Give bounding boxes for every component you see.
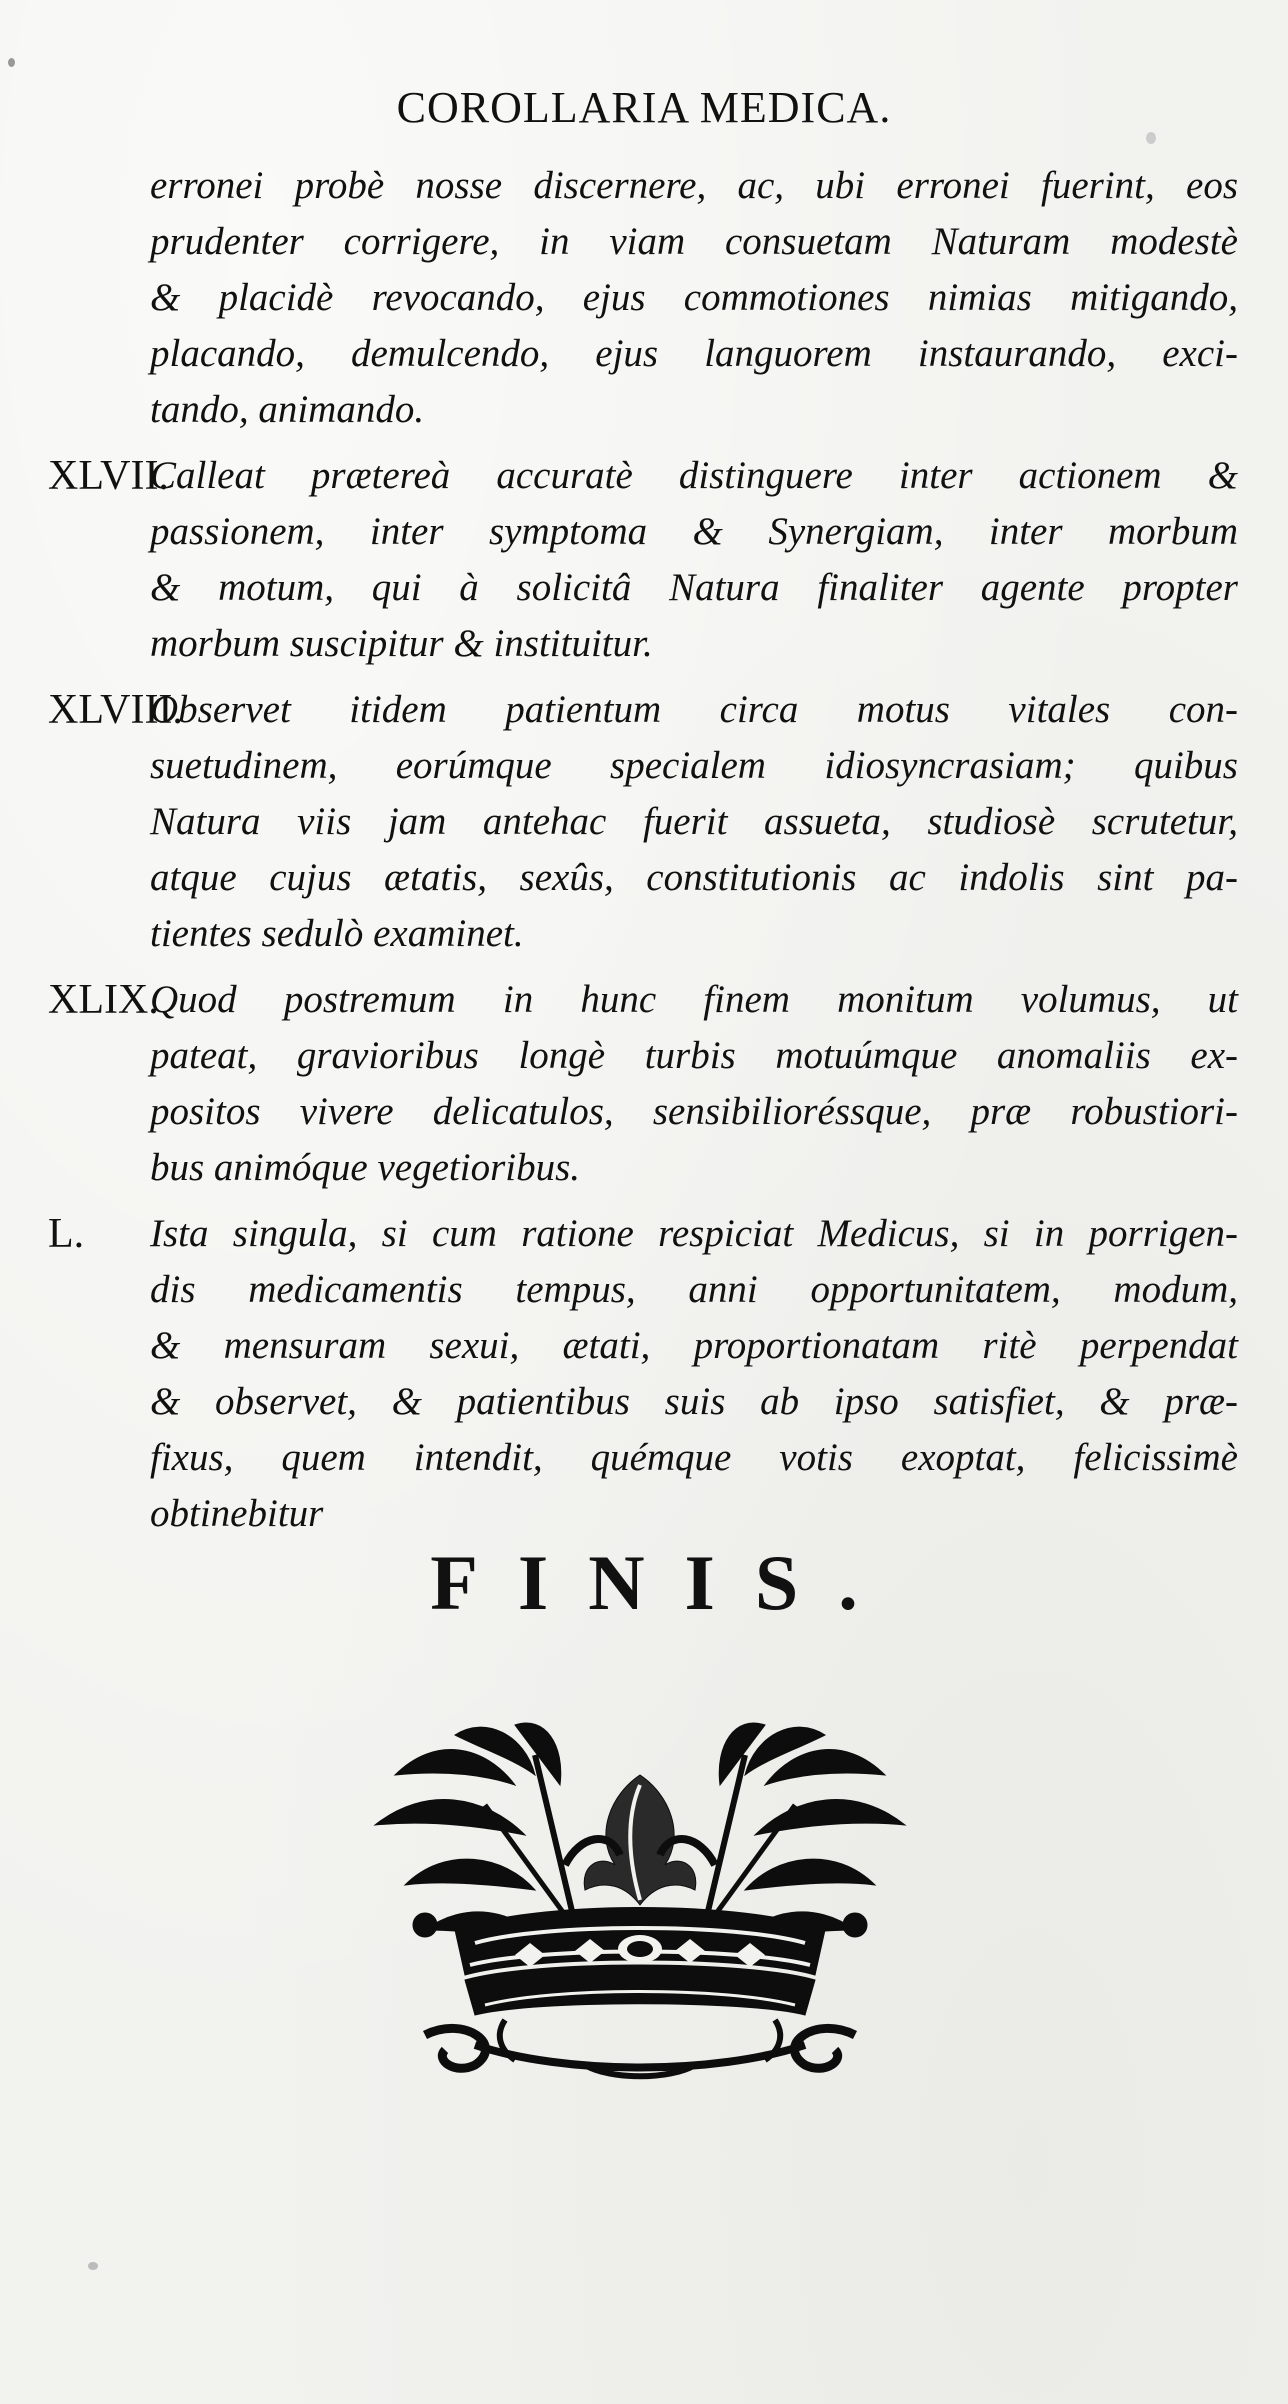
paragraph-number: L. xyxy=(48,1211,85,1257)
text-line: dis medicamentis tempus, anni opportunitatem, modum, xyxy=(150,1268,1238,1311)
text-line: & placidè revocando, ejus commotiones nimias mitigando, xyxy=(150,276,1238,319)
paper-speck xyxy=(88,2262,98,2270)
finis-heading: FINIS. xyxy=(430,1539,898,1626)
paragraph-xlix xyxy=(48,972,1238,1196)
crown-band-icon xyxy=(455,1908,825,2016)
text-line: Observet itidem patientum circa motus vitales con- xyxy=(150,688,1238,731)
paragraph-xlviii xyxy=(48,682,1238,962)
paragraph-xlvii xyxy=(48,448,1238,672)
text-line: positos vivere delicatulos, sensibilioréssque, præ robustiori- xyxy=(150,1090,1238,1133)
text-line: fixus, quem intendit, quémque votis exoptat, felicissimè xyxy=(150,1436,1238,1479)
text-line: Calleat prætereà accuratè distinguere inter actionem & xyxy=(150,454,1238,497)
text-line: placando, demulcendo, ejus languorem instaurando, exci- xyxy=(150,332,1238,375)
crown-foliage-ornament-icon xyxy=(365,1715,915,2090)
text-line: & motum, qui à solicitâ Natura finaliter agente propter xyxy=(150,566,1238,609)
paper-speck xyxy=(8,58,15,67)
running-head: COROLLARIA MEDICA. xyxy=(396,83,892,132)
text-line: tando, animando. xyxy=(150,388,425,431)
text-line: & mensuram sexui, ætati, proportionatam ritè perpendat xyxy=(150,1324,1238,1367)
text-line: & observet, & patientibus suis ab ipso satisfiet, & præ- xyxy=(150,1380,1238,1423)
text-line: obtinebitur xyxy=(150,1492,324,1535)
text-line: passionem, inter symptoma & Synergiam, inter morbum xyxy=(150,510,1238,553)
text-line: bus animóque vegetioribus. xyxy=(150,1146,581,1189)
paper-speck xyxy=(1146,132,1156,144)
text-line: morbum suscipitur & instituitur. xyxy=(150,622,653,665)
paragraph-number: XLVIII. xyxy=(48,687,183,733)
paragraph-l xyxy=(48,1206,1238,1542)
text-line: prudenter corrigere, in viam consuetam Naturam modestè xyxy=(150,220,1238,263)
text-line: atque cujus ætatis, sexûs, constitutionis ac indolis sint pa- xyxy=(150,856,1238,899)
text-line: erronei probè nosse discernere, ac, ubi erronei fuerint, eos xyxy=(150,164,1238,207)
continuation-paragraph xyxy=(48,158,1238,438)
paragraph-number: XLIX. xyxy=(48,977,159,1023)
text-block xyxy=(48,158,1238,1552)
text-line: Ista singula, si cum ratione respiciat Medicus, si in porrigen- xyxy=(150,1212,1238,1255)
text-line: Natura viis jam antehac fuerit assueta, studiosè scrutetur, xyxy=(150,800,1238,843)
text-line: suetudinem, eorúmque specialem idiosyncrasiam; quibus xyxy=(150,744,1238,787)
text-line: pateat, gravioribus longè turbis motuúmque anomaliis ex- xyxy=(150,1034,1238,1077)
text-line: tientes sedulò examinet. xyxy=(150,912,524,955)
paragraph-number: XLVII. xyxy=(48,453,169,499)
text-line: Quod postremum in hunc finem monitum volumus, ut xyxy=(150,978,1238,1021)
central-fleuron-icon xyxy=(565,1775,715,1905)
